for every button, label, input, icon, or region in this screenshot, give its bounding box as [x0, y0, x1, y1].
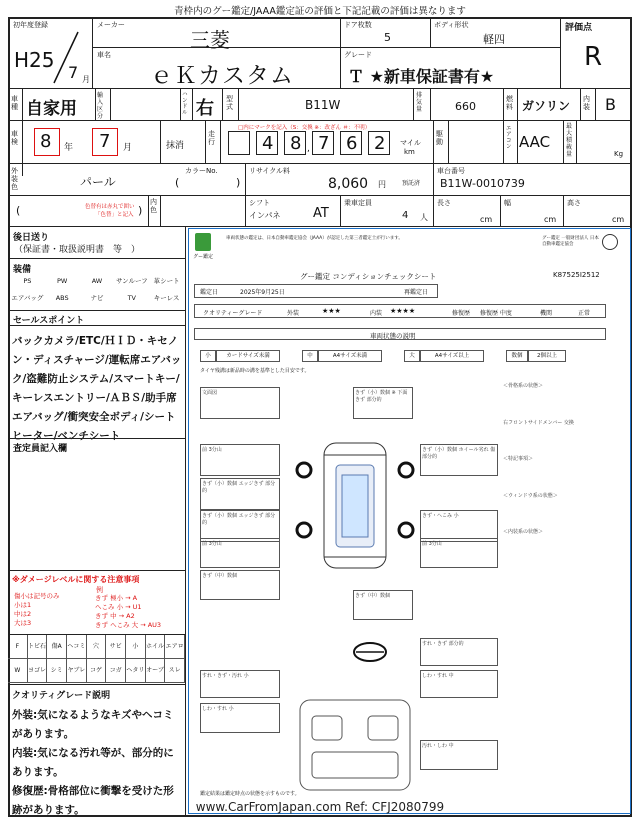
score-value: R: [584, 42, 603, 72]
goo-logo-icon: [195, 233, 211, 251]
parts-cell: W: [8, 659, 28, 683]
doors-value: 5: [384, 31, 391, 44]
size-legend: [200, 350, 600, 362]
height-cm: cm: [612, 215, 625, 224]
parts-cell: オーブ: [146, 659, 166, 683]
quality-line: があります。: [12, 728, 75, 740]
interior-label-sheet: 内装: [370, 310, 383, 317]
parts-cell: 穴: [87, 635, 107, 659]
damage-box: きず（中）数個: [200, 570, 280, 600]
parts-cell: シミ: [47, 659, 67, 683]
shift-sub: インパネ: [249, 211, 281, 220]
odometer-digit-box: [228, 131, 250, 155]
items-title: 後日送り: [13, 233, 50, 243]
insp-month-unit: 月: [123, 143, 133, 153]
interior-damage-box: 汚れ・しわ 中: [420, 740, 498, 770]
jaaa-emblem-icon: [602, 234, 618, 250]
repaint-paren-close: ): [138, 204, 143, 217]
repaint-note-1: 色替有は赤丸で囲い: [85, 204, 135, 210]
first-reg-month: 7: [68, 63, 79, 82]
width-label: 幅: [504, 199, 511, 207]
damage-right-item: きず へこみ 大 → AU3: [95, 621, 162, 629]
repair-label: 修復歴: [452, 310, 471, 317]
damage-left-list: [14, 592, 60, 628]
damage-box: きず（小）数個 ホイール劣れ 傷 部分的: [420, 444, 498, 476]
quality-line: 内装:気になる汚れ等が、部分的に: [12, 747, 174, 759]
date-label: 鑑定日: [200, 289, 219, 296]
doors-label: ドア枚数: [344, 21, 372, 29]
car-top-diagram: [290, 425, 420, 585]
equipment-grid: [10, 274, 184, 310]
parts-cell: コガ: [106, 659, 126, 683]
mileage-label: 走行: [208, 130, 215, 146]
interior-color-label: 内色: [150, 198, 157, 214]
inspection-label: 車検: [11, 130, 18, 146]
parts-cell: ホイル: [146, 635, 166, 659]
drive-label: 駆動: [436, 130, 443, 146]
fuel-label: 燃料: [506, 95, 513, 111]
insp-year: 8: [40, 131, 52, 152]
damage-right-list: [95, 594, 161, 630]
repaint-note-2: 「色替」と記入: [95, 212, 134, 218]
damage-box: きず（小）数個 ※ 下面 きず 部分的: [353, 387, 413, 419]
odometer-digit-box: [368, 131, 390, 155]
parts-cell: ヘコミ: [67, 635, 87, 659]
selling-point-line: エアバッグ/衝突安全ボディ/シート: [12, 411, 176, 423]
odometer-comma: ,: [307, 144, 310, 154]
sheet-title: グー鑑定 コンディションチェックシート: [300, 272, 437, 281]
damage-box: きず（中）数個: [353, 590, 413, 620]
aircon-label: エアコン: [506, 126, 512, 150]
inspector-title: 査定員記入欄: [13, 444, 68, 454]
damage-box: きず・へこみ 小: [420, 510, 498, 542]
odometer-digit: 4: [262, 133, 274, 154]
parts-table: [8, 635, 185, 683]
color-paren-open: (: [175, 176, 180, 189]
parts-cell: 小: [126, 635, 146, 659]
equipment-item: エアバッグ: [11, 294, 44, 302]
interior-damage-box: すれ・きず・汚れ 小: [200, 670, 280, 698]
month-unit: 月: [82, 75, 90, 84]
equipment-item: キーレス: [153, 294, 180, 302]
parts-cell: 傷A: [47, 635, 67, 659]
legend-item: A4サイズ未満: [318, 350, 382, 362]
color-value: パール: [80, 175, 116, 189]
first-reg-year: H25: [14, 48, 55, 72]
items-line: （保証書・取扱説明書 等 ）: [14, 245, 141, 255]
handle-value: 右: [196, 98, 214, 119]
grade-value: Ｔ ★新車保証書有★: [348, 67, 495, 86]
car-name-label: 車名: [97, 51, 111, 59]
parts-cell: コゲ: [87, 659, 107, 683]
damage-left-item: 小は1: [14, 601, 32, 609]
mech-label: 機関: [540, 310, 553, 317]
damage-box: きず（小）数個 エッジきず 部分的: [200, 478, 280, 510]
damage-box: 前 3分山: [420, 538, 498, 568]
odometer-digit-box: [284, 131, 306, 155]
legend-item: 2個以上: [528, 350, 566, 362]
color-paren-close: ): [236, 176, 241, 189]
interior-stars: ★★★★: [390, 307, 416, 315]
damage-box: 文面図: [200, 387, 280, 419]
damage-right-item: きず 中 → A2: [95, 612, 135, 620]
selling-title: セールスポイント: [13, 316, 85, 326]
recycle-status: 預託済: [402, 180, 421, 187]
length-cm: cm: [480, 215, 493, 224]
interior-diagram: [290, 690, 420, 800]
mech-value: 正常: [578, 310, 591, 317]
exterior-label: 外装: [287, 310, 300, 317]
damage-left-item: 中は2: [14, 610, 32, 618]
body-label: ボディ形状: [434, 21, 469, 29]
legend-item: A4サイズ以上: [420, 350, 484, 362]
jaaa-org: グー鑑定 一般財団法人 日本自動車鑑定協会: [542, 236, 599, 247]
odometer: [228, 131, 398, 157]
first-reg-label: 初年度登録: [13, 21, 48, 29]
odometer-digit: 2: [374, 133, 386, 154]
capacity-value: 4: [402, 210, 409, 221]
selling-point-line: ヒーター/ベンチシート: [12, 430, 121, 442]
parts-cell: トビ石: [28, 635, 48, 659]
damage-example-label: 例: [96, 586, 103, 594]
legend-item: 小: [200, 350, 216, 362]
legend-item: 大: [404, 350, 420, 362]
legend-item: カードサイズ未満: [216, 350, 280, 362]
recycle-label: リサイクル料: [249, 167, 291, 175]
equipment-item: ABS: [55, 294, 69, 302]
top-note: 青枠内のグー鑑定/JAAA鑑定証の評価と下記記載の評価は異なります: [174, 6, 466, 17]
damage-box: きず（小）数個 エッジきず 部分的: [200, 510, 280, 542]
length-label: 長さ: [437, 199, 451, 207]
selling-points: [12, 332, 182, 446]
parts-cell: スレ: [165, 659, 185, 683]
max-load-label: 最大積載量: [566, 123, 573, 158]
equipment-item: ナビ: [90, 294, 104, 302]
kg-unit: Kg: [614, 150, 624, 158]
quality-line: 跡があります。: [12, 804, 85, 816]
chassis-value: B11W-0010739: [440, 177, 525, 190]
odometer-digit-box: [256, 131, 278, 155]
score-label: 評価点: [565, 23, 593, 33]
mileage-unit-km: km: [404, 148, 415, 156]
selling-point-line: キーレスエントリー/ＡＢＳ/助手席: [12, 392, 177, 404]
interior-grade-value: B: [605, 95, 616, 114]
parts-cell: ヨゴレ: [28, 659, 48, 683]
maker-value: 三菱: [190, 28, 230, 52]
equip-title: 装備: [13, 265, 32, 275]
right-note: ＜特記事項＞: [503, 456, 534, 462]
watermark: www.CarFromJapan.com Ref: CFJ2080799: [195, 800, 445, 814]
equipment-item: PW: [57, 277, 68, 285]
interior-damage-box: しわ・すれ 小: [200, 703, 280, 733]
chassis-label: 車台番号: [437, 167, 465, 175]
car-name-value: ｅＫカスタム: [150, 63, 294, 89]
parts-cell: ヘタリ: [126, 659, 146, 683]
grade-label: グレード: [344, 51, 372, 59]
damage-right-item: へこみ 小 → U1: [95, 603, 142, 611]
sheet-logo-text: グー鑑定: [193, 254, 214, 260]
height-label: 高さ: [567, 199, 581, 207]
model-label: 型式: [226, 95, 233, 111]
odometer-digit: 7: [318, 133, 330, 154]
insp-year-unit: 年: [64, 143, 74, 153]
use-label: 車種: [11, 95, 18, 111]
equipment-item: サンルーフ: [115, 277, 148, 285]
sheet-footer-note: 鑑定結果は鑑定時点の状態を示すものです。: [200, 791, 300, 797]
repaint-paren-open: (: [16, 204, 21, 217]
legend-item: 数個: [506, 350, 528, 362]
erase-label: 抹消: [166, 141, 185, 151]
equipment-item: TV: [127, 294, 136, 302]
parts-cell: サビ: [106, 635, 126, 659]
capacity-unit: 人: [420, 213, 428, 222]
selling-point-line: ン・ディスチャージ/運転席エアバッ: [12, 354, 182, 366]
parts-cell: エアロ: [165, 635, 185, 659]
sheet-no: K87525I2512: [553, 271, 600, 279]
interior-label: 内装: [583, 95, 590, 111]
handle-label: ハンドル: [182, 92, 188, 116]
odometer-digit-box: [340, 131, 362, 155]
maker-label: メーカー: [97, 21, 125, 29]
parts-cell: ヤブレ: [67, 659, 87, 683]
redate-label: 再鑑定日: [404, 289, 429, 296]
color-no-label: カラーNo.: [185, 167, 218, 175]
body-value: 軽四: [483, 33, 505, 46]
steering-wheel-icon: [352, 641, 388, 663]
right-notes: [503, 383, 601, 583]
quality-line: あります。: [12, 766, 64, 778]
shift-value: AT: [313, 206, 329, 221]
capacity-label: 乗車定員: [344, 199, 372, 207]
date-value: 2025年9月25日: [240, 289, 285, 296]
equipment-item: AW: [91, 277, 103, 285]
quality-label: クオリティーグレード: [203, 310, 263, 317]
right-note: ＜骨格系の状態＞: [503, 383, 544, 389]
quality-line: 修復歴:骨格部位に衝撃を受けた形: [12, 785, 174, 797]
damage-right-item: きず 極小 → A: [95, 594, 138, 602]
equipment-item: 革シート: [153, 277, 180, 285]
odometer-digit: 8: [290, 133, 302, 154]
right-note: ＜ウィンドウ系の状態＞: [503, 492, 558, 499]
parts-cell: F: [8, 635, 28, 659]
displacement-label: 排気量: [416, 92, 423, 113]
import-label: 輸入区分: [97, 92, 104, 120]
selling-point-line: バックカメラ/ETC/ＨＩＤ・キセノ: [12, 335, 179, 347]
right-note: 右フロントサイドメンバー 交換: [503, 419, 574, 426]
insp-month: 7: [99, 131, 111, 152]
handle-damage-box: すれ・きず 部分的: [420, 638, 498, 666]
equipment-item: PS: [23, 277, 32, 285]
color-label: 外装色: [11, 167, 18, 191]
width-cm: cm: [544, 215, 557, 224]
quality-line: 外装:気になるようなキズやヘコミ: [12, 709, 174, 721]
damage-box: 前 3分山: [200, 538, 280, 568]
displacement-value: 660: [455, 100, 476, 113]
damage-title: ※ダメージレベルに関する注意事項: [12, 575, 140, 584]
quality-title: クオリティグレード説明: [12, 691, 111, 701]
shift-label: シフト: [249, 199, 270, 207]
odometer-digit-box: [307, 131, 334, 155]
recycle-value: 8,060: [328, 176, 369, 192]
damage-left-item: 大は3: [14, 619, 32, 627]
recycle-yen: 円: [378, 180, 386, 189]
sheet-intro: 車両状態の鑑定は、日本自動車鑑定協会（JAAA）が認定した第三者鑑定士が行います。: [226, 236, 403, 241]
repair-value: 修復歴 中度: [480, 310, 512, 317]
mileage-note: □内にマークを記入（S：交換 ※：改ざん ＃：不明）: [238, 125, 371, 131]
tire-note: タイヤ残溝は新品時の溝を基準とした目安です。: [200, 368, 310, 374]
damage-left-item: 傷小は記号のみ: [14, 592, 60, 600]
aircon-value: AAC: [519, 133, 551, 151]
exterior-stars: ★★★: [322, 307, 341, 315]
legend-item: 中: [302, 350, 318, 362]
odometer-digit: 6: [346, 133, 358, 154]
fuel-value: ガソリン: [522, 99, 571, 113]
damage-box: 前 3分山: [200, 444, 280, 476]
right-note: ＜内装系の状態＞: [503, 529, 544, 535]
selling-point-line: ク/盗難防止システム/スマートキー/: [12, 373, 180, 385]
mileage-unit-mile: マイル: [400, 139, 421, 147]
use-value: 自家用: [26, 99, 77, 119]
status-title: 車両状態の説明: [370, 332, 416, 340]
model-value: B11W: [305, 98, 341, 112]
interior-damage-box: しわ・すれ 中: [420, 670, 498, 698]
